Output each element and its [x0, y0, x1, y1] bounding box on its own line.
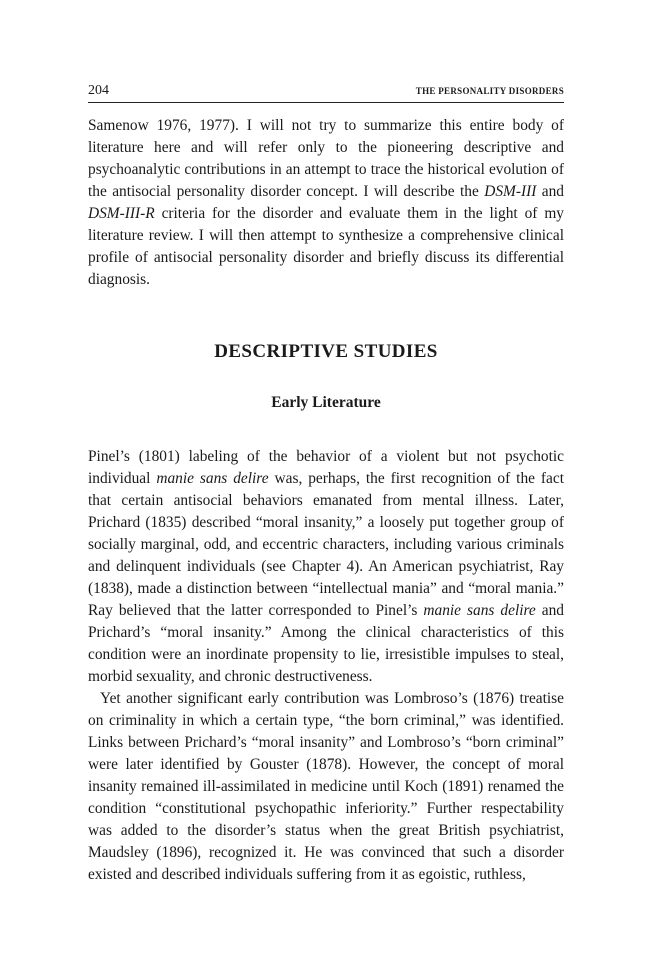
running-title: THE PERSONALITY DISORDERS [415, 86, 564, 96]
page-number: 204 [88, 83, 109, 98]
para1-text-3: and Prichard’s “moral insanity.” Among the clinical characteristics of this condition were an inordinate propensity to lie, irresistible impulses to steal, morbid sexuality, and chronic destructiveness. [88, 602, 564, 685]
para1-text-2: was, perhaps, the first recognition of the fact that certain antisocial behaviors emanated from mental illness. Later, Prichard (1835) described “moral insanity,” a loosely put together group of socially marginal, odd, and eccentric characters, including various criminals and delinquent individuals (see Chapter 4). An American psychiatrist, Ray (1838), made a distinction between “intellectual mania” and “moral mania.” Ray believed that the latter corresponded to Pinel’s [88, 470, 564, 619]
intro-text-3: criteria for the disorder and evaluate them in the light of my literature review. I will then attempt to synthesize a comprehensive clinical profile of antisocial personality disorder and briefly discuss its differential diagnosis. [88, 205, 564, 288]
dsm-iii-term: DSM-III [484, 183, 537, 200]
manie-sans-delire-term-2: manie sans delire [423, 602, 536, 619]
intro-paragraph [88, 115, 564, 291]
manie-sans-delire-term: manie sans delire [156, 470, 269, 487]
running-header [88, 83, 564, 103]
paragraph-lombroso: Yet another significant early contribution was Lombroso’s (1876) treatise on criminality in which a certain type, “the born criminal,” was identified. Links between Prichard’s “moral insanity” and Lombroso’s “born criminal” were later identified by Gouster (1878). However, the concept of moral insanity remained ill-assimilated in medicine until Koch (1891) renamed the condition “constitutional psychopathic inferiority.” Further respectability was added to the disorder’s status when the great British psychiatrist, Maudsley (1896), recognized it. He was convinced that such a disorder existed and described individuals suffering from it as egoistic, ruthless, [88, 690, 564, 883]
paragraph-pinel [88, 446, 564, 688]
intro-text-1: Samenow 1976, 1977). I will not try to summarize this entire body of literature here and will refer only to the pioneering descriptive and psychoanalytic contributions in an attempt to trace the historical evolution of the antisocial personality disorder concept. I will describe the [88, 117, 564, 200]
dsm-iii-r-term: DSM-III-R [88, 205, 155, 222]
section-heading: DESCRIPTIVE STUDIES [214, 341, 438, 362]
book-page [88, 83, 564, 886]
intro-text-2: and [536, 183, 564, 200]
subsection-heading: Early Literature [271, 394, 381, 411]
para1-text-1: Pinel’s (1801) labeling of the behavior of a violent but not psychotic individual [88, 448, 564, 487]
